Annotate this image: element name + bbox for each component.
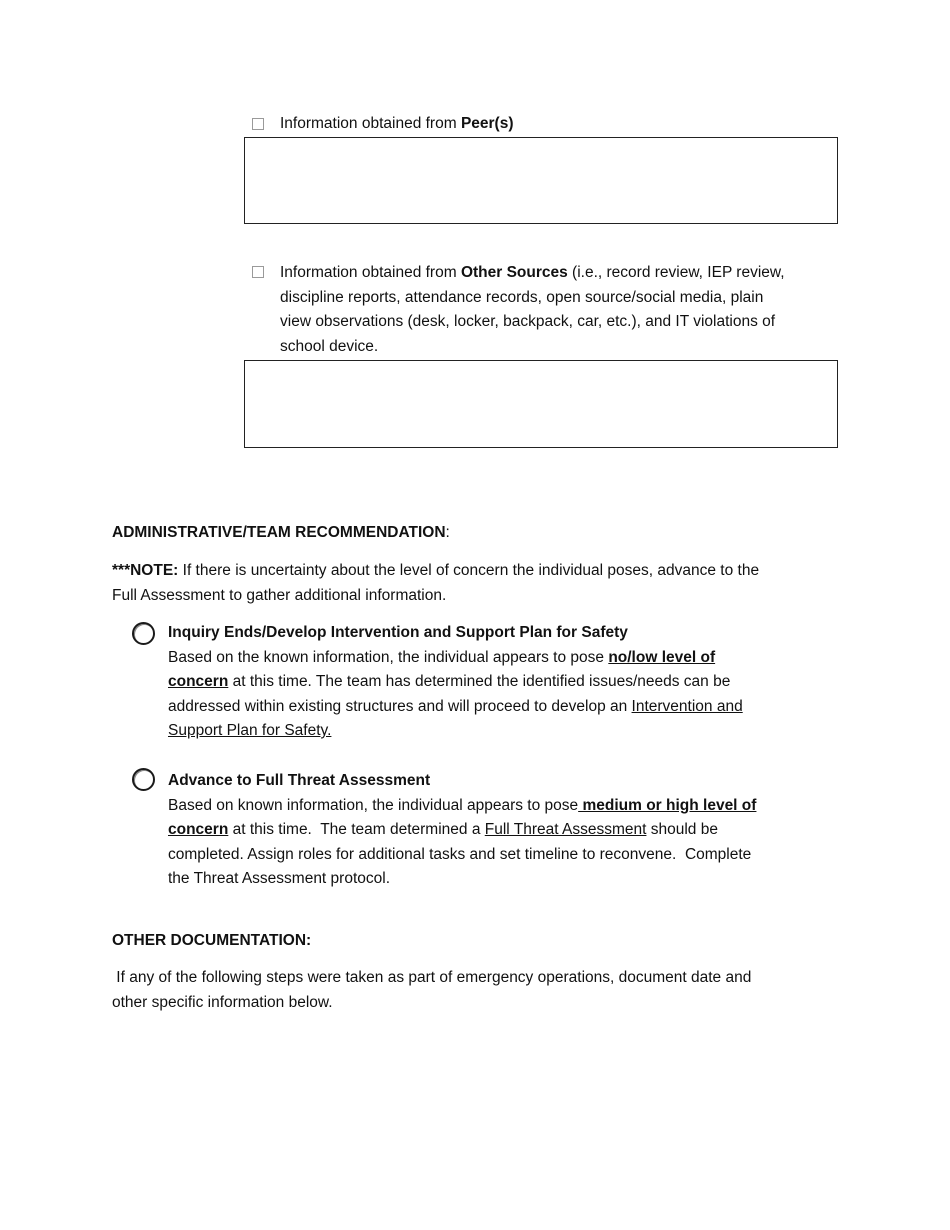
option2-emphasis-2: concern	[168, 821, 229, 838]
recommendation-heading-colon: :	[445, 524, 450, 541]
other-documentation-body	[112, 966, 852, 1015]
option1-title: Inquiry Ends/Develop Intervention and Support Plan for Safety	[168, 624, 628, 641]
option-advance-full-assessment	[168, 769, 848, 892]
option2-emphasis-1: medium or high level of	[578, 796, 757, 814]
other-documentation-heading-text: OTHER DOCUMENTATION:	[112, 932, 312, 949]
recommendation-note	[112, 559, 852, 608]
option2-line2-rest: should be	[646, 821, 718, 838]
option2-line2-mid: at this time. The team determined a	[228, 821, 485, 838]
other-sources-prefix: Information obtained from	[280, 264, 461, 281]
option2-link: Full Threat Assessment	[484, 821, 647, 838]
advance-full-assessment-radio[interactable]	[132, 768, 155, 791]
recommendation-heading	[112, 521, 450, 546]
peers-label-text: Information obtained from	[280, 115, 461, 132]
other-sources-line2: discipline reports, attendance records, open source/social media, plain	[280, 288, 764, 306]
option1-link-1: Intervention and	[631, 697, 743, 715]
other-sources-line4: school device.	[280, 337, 379, 355]
option1-line3: addressed within existing structures and will proceed to develop an	[168, 697, 632, 715]
option2-title: Advance to Full Threat Assessment	[168, 772, 431, 789]
other-documentation-heading	[112, 929, 311, 954]
other-sources-line1: (i.e., record review, IEP review,	[567, 264, 785, 281]
option1-line2: at this time. The team has determined the identified issues/needs can be	[228, 673, 731, 690]
option2-line4: the Threat Assessment protocol.	[168, 870, 390, 887]
note-bold: ***NOTE:	[112, 562, 179, 579]
inquiry-ends-radio[interactable]	[132, 622, 155, 645]
other-sources-checkbox[interactable]	[252, 266, 264, 278]
other-documentation-line2: other specific information below.	[112, 993, 333, 1011]
option1-line1: Based on the known information, the individual appears to pose	[168, 648, 609, 666]
option1-link-2: Support Plan for Safety.	[168, 722, 332, 739]
option2-line1: Based on known information, the individual appears to pose	[168, 796, 579, 814]
peers-label-bold: Peer(s)	[460, 115, 514, 132]
recommendation-heading-text: ADMINISTRATIVE/TEAM RECOMMENDATION	[112, 524, 446, 541]
peers-label	[280, 112, 514, 137]
peers-textbox[interactable]	[244, 137, 838, 224]
note-line2: Full Assessment to gather additional information.	[112, 586, 447, 604]
other-sources-label	[280, 261, 850, 359]
option2-line3: completed. Assign roles for additional tasks and set timeline to reconvene. Complete	[168, 845, 752, 863]
other-documentation-line1: If any of the following steps were taken as part of emergency operations, document date and	[112, 969, 752, 986]
option-inquiry-ends	[168, 621, 848, 744]
peers-checkbox[interactable]	[252, 118, 264, 130]
other-sources-bold: Other Sources	[460, 264, 568, 281]
option1-emphasis-1: no/low level of	[608, 648, 716, 666]
other-sources-textbox[interactable]	[244, 360, 838, 448]
other-sources-line3: view observations (desk, locker, backpack, car, etc.), and IT violations of	[280, 313, 776, 330]
note-line1: If there is uncertainty about the level of concern the individual poses, advance to the	[178, 562, 760, 579]
option1-emphasis-2: concern	[168, 673, 229, 690]
